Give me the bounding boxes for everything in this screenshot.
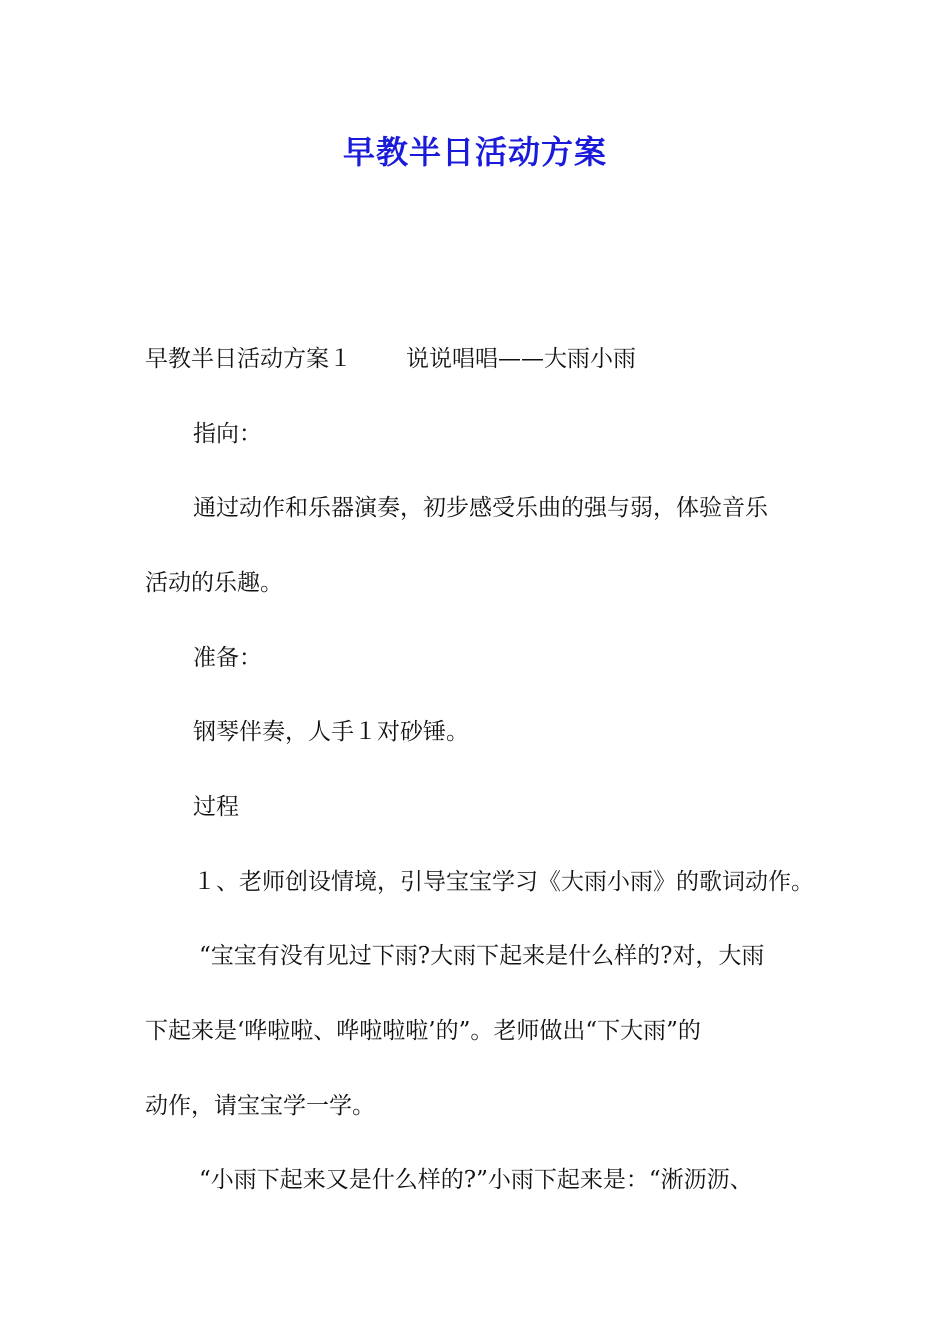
paragraph-line: 钢琴伴奏，人手１对砂锤。 bbox=[193, 719, 469, 745]
paragraph-line-guidance-label: 指向： bbox=[193, 421, 262, 447]
section-heading-subtitle: 说说唱唱——大雨小雨 bbox=[406, 346, 636, 372]
paragraph-line: “小雨下起来又是什么样的?”小雨下起来是：“淅沥沥、 bbox=[199, 1167, 753, 1193]
paragraph-line: 活动的乐趣。 bbox=[145, 570, 283, 596]
paragraph-line-preparation-label: 准备： bbox=[193, 645, 262, 671]
paragraph-line: “宝宝有没有见过下雨?大雨下起来是什么样的?对，大雨 bbox=[199, 943, 765, 969]
section-heading-label: 早教半日活动方案１ bbox=[145, 346, 352, 372]
paragraph-line: 通过动作和乐器演奏，初步感受乐曲的强与弱，体验音乐 bbox=[193, 495, 768, 521]
paragraph-line-process-label: 过程 bbox=[193, 794, 239, 820]
paragraph-line: 动作，请宝宝学一学。 bbox=[145, 1093, 375, 1119]
paragraph-line: 下起来是‘哗啦啦、哗啦啦啦’的”。老师做出“下大雨”的 bbox=[145, 1018, 701, 1044]
section-heading bbox=[145, 343, 636, 375]
paragraph-line: １、老师创设情境，引导宝宝学习《大雨小雨》的歌词动作。 bbox=[193, 869, 814, 895]
document-title: 早教半日活动方案 bbox=[342, 133, 607, 171]
